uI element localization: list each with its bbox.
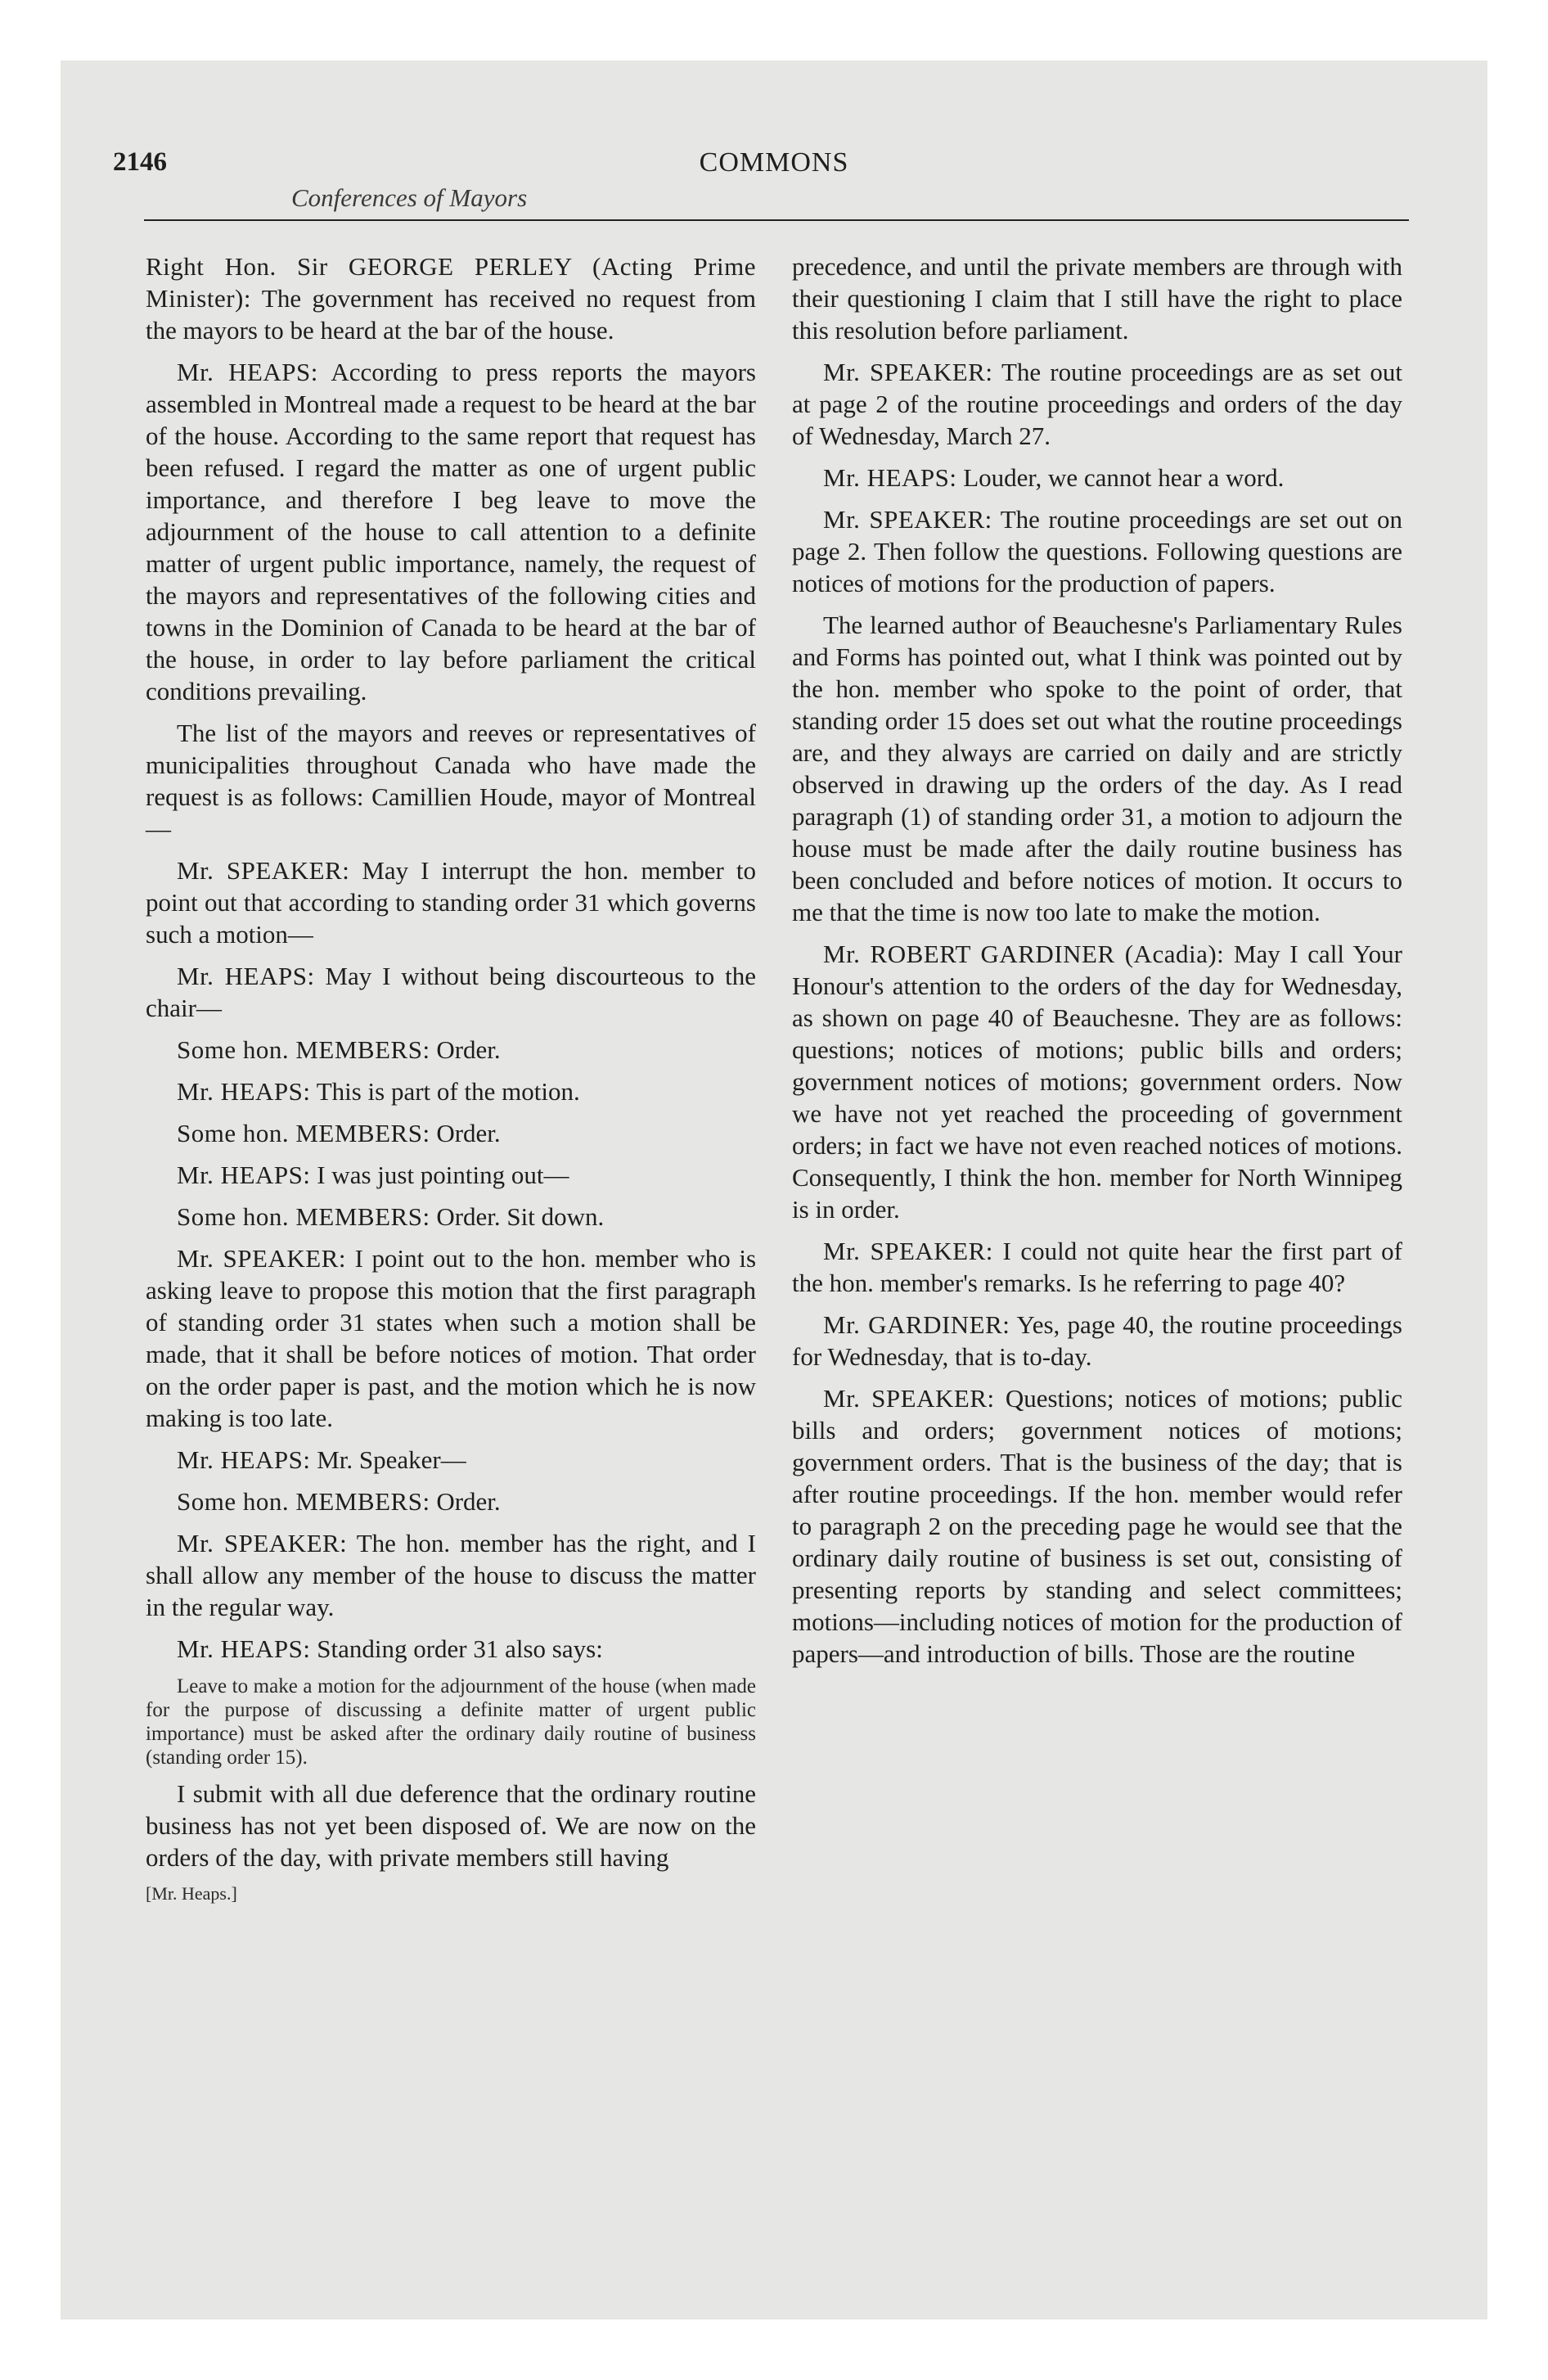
paragraph: Mr. SPEAKER: I point out to the hon. member who is asking leave to propose this motion that the first paragraph of standing order 31 states when such a motion shall be made, that it shall be before notices of motion. That order on the order paper is past, and the motion which he is now making is too late. [146, 1244, 757, 1432]
paragraph: Some hon. MEMBERS: Order. Sit down. [177, 1202, 605, 1231]
paragraph: Some hon. MEMBERS: Order. [177, 1035, 501, 1064]
paragraph: Mr. HEAPS: I was just pointing out— [177, 1161, 569, 1189]
paragraph: Mr. HEAPS: This is part of the motion. [177, 1077, 580, 1106]
paragraph: Mr. SPEAKER: I could not quite hear the first part of the hon. member's remarks. Is he referring to page 40? [792, 1237, 1402, 1297]
paragraph: Some hon. MEMBERS: Order. [177, 1487, 501, 1516]
paragraph: Mr. HEAPS: Standing order 31 also says: [177, 1634, 603, 1663]
paragraph: Mr. SPEAKER: Questions; notices of motions; public bills and orders; government notices of motions; government orders. That is the business of the day; that is after routine proceedings. If the hon. member would refer to paragraph 2 on the preceding page he would see that the ordinary daily routine of business is set out, consisting of presenting reports by standing and select committees; motions—including notices of motion for the production of papers—and introduction of bills. Those are the routine [792, 1384, 1402, 1668]
paragraph: Mr. SPEAKER: The routine proceedings are set out on page 2. Then follow the questions. Following questions are notices of motions for the production of papers. [792, 505, 1402, 597]
running-subtitle: Conferences of Mayors [291, 183, 528, 212]
header-rule [144, 219, 1409, 221]
paragraph: Right Hon. Sir GEORGE PERLEY (Acting Prime Minister): The government has received no request from the mayors to be heard at the bar of the house. [146, 252, 756, 345]
paragraph: I submit with all due deference that the ordinary routine business has not yet been disposed of. We are now on the orders of the day, with private members still having [146, 1779, 756, 1872]
paragraph: The learned author of Beauchesne's Parliamentary Rules and Forms has pointed out, what I think was pointed out by the hon. member who spoke to the point of order, that standing order 15 does set out what the routine proceedings are, and they always are carried on daily and are strictly observed in drawing up the orders of the day. As I read paragraph (1) of standing order 31, a motion to adjourn the house must be made after the daily routine business has been concluded and before notices of motion. It occurs to me that the time is now too late to make the motion. [792, 611, 1402, 926]
paragraph: Mr. HEAPS: Mr. Speaker— [177, 1445, 466, 1474]
paragraph: Mr. SPEAKER: The routine proceedings are as set out at page 2 of the routine proceedings and orders of the day of Wednesday, March 27. [792, 358, 1402, 450]
paragraph: Mr. HEAPS: May I without being discourteous to the chair— [146, 962, 756, 1022]
left-column [146, 250, 756, 1904]
paragraph: precedence, and until the private members are through with their questioning I claim that I still have the right to place this resolution before parliament. [792, 252, 1402, 345]
paragraph: Mr. GARDINER: Yes, page 40, the routine proceedings for Wednesday, that is to-day. [792, 1310, 1402, 1371]
paragraph: Mr. HEAPS: According to press reports the mayors assembled in Montreal made a request to be heard at the bar of the house. According to the same report that request has been refused. I regard the matter as one of urgent public importance, and therefore I beg leave to move the adjournment of the house to call attention to a definite matter of urgent public importance, namely, the request of the mayors and representatives of the following cities and towns in the Dominion of Canada to be heard at the bar of the house, in order to lay before parliament the critical conditions prevailing. [146, 358, 756, 705]
right-column [792, 250, 1402, 1679]
paragraph: Mr. ROBERT GARDINER (Acadia): May I call Your Honour's attention to the orders of the day for Wednesday, as shown on page 40 of Beauchesne. They are as follows: questions; notices of motions; public bills and orders; government notices of motions; government orders. Now we have not yet reached the proceeding of government orders; in fact we have not even reached notices of motions. Consequently, I think the hon. member for North Winnipeg is in order. [792, 940, 1402, 1224]
paragraph: Mr. SPEAKER: May I interrupt the hon. member to point out that according to standing order 31 which governs such a motion— [146, 856, 756, 949]
paragraph: Mr. HEAPS: Louder, we cannot hear a word. [823, 463, 1285, 492]
running-title: COMMONS [699, 147, 849, 178]
paragraph: Some hon. MEMBERS: Order. [177, 1119, 501, 1147]
page-number: 2146 [113, 147, 167, 177]
paragraph: The list of the mayors and reeves or representatives of municipalities throughout Canada who have made the request is as follows: Camillien Houde, mayor of Montreal— [146, 719, 756, 843]
footnote: [Mr. Heaps.] [146, 1883, 237, 1904]
block-quote: Leave to make a motion for the adjournment of the house (when made for the purpose of discussing a definite matter of urgent public importance) must be asked after the ordinary daily routine of business (standing order 15). [146, 1675, 756, 1769]
paragraph: Mr. SPEAKER: The hon. member has the right, and I shall allow any member of the house to discuss the matter in the regular way. [146, 1529, 756, 1621]
